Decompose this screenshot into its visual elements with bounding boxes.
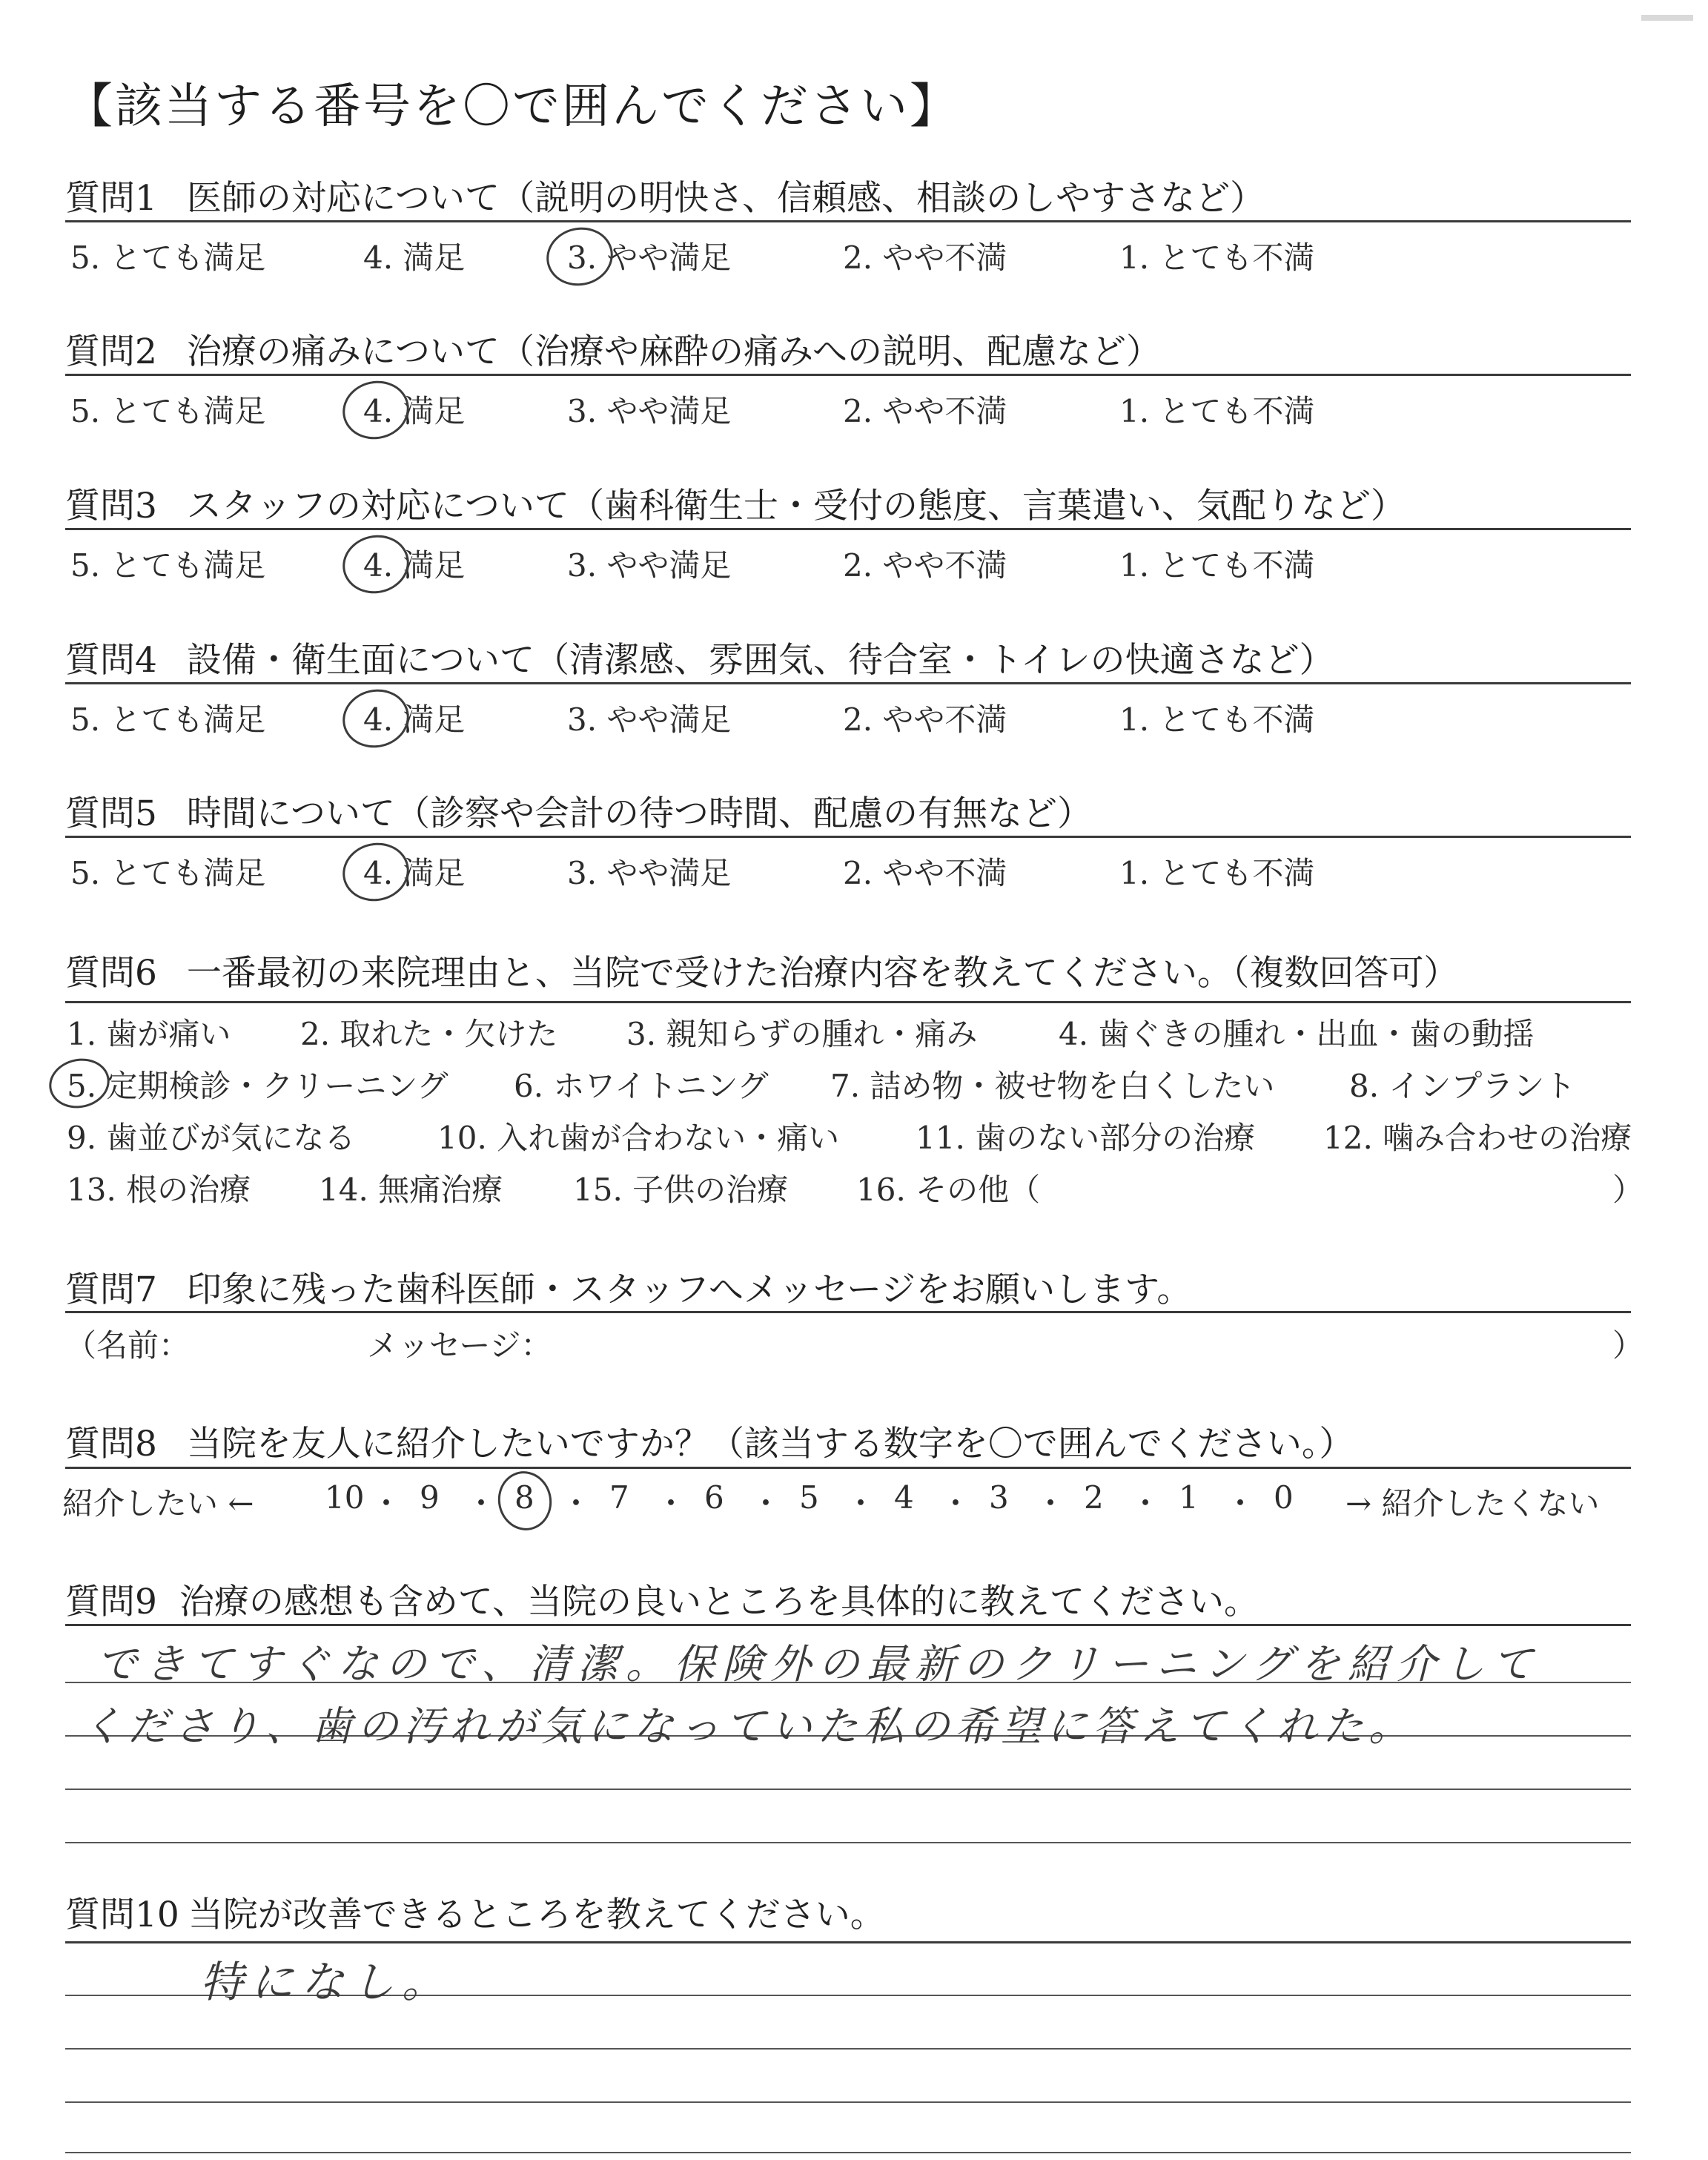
- q9-text: 治療の感想も含めて、当院の良いところを具体的に教えてください。: [179, 1582, 1259, 1622]
- q1-option-1[interactable]: 1. とても不満: [1119, 240, 1315, 276]
- scan-artifact: [1641, 15, 1693, 21]
- q6-option[interactable]: 15. 子供の治療: [573, 1172, 789, 1208]
- q7-message-label: メッセージ：: [367, 1327, 552, 1364]
- q8-scale-separator: ・: [845, 1485, 877, 1522]
- q5-rule: [65, 836, 1631, 838]
- q10-text: 当院が改善できるところを教えてください。: [188, 1895, 885, 1935]
- q5-option-1[interactable]: 1. とても不満: [1119, 855, 1315, 891]
- q10-rule: [65, 1941, 1631, 1943]
- q9-rule: [65, 1624, 1631, 1626]
- q8-scale-value[interactable]: 1: [1179, 1479, 1199, 1516]
- q4-option-1[interactable]: 1. とても不満: [1119, 701, 1315, 738]
- q8-label: 質問8: [65, 1424, 157, 1464]
- q2-label: 質問2: [65, 331, 157, 372]
- q6-title: [65, 945, 1458, 995]
- q3-option-2[interactable]: 2. やや不満: [843, 547, 1007, 584]
- q8-scale-value[interactable]: 0: [1274, 1479, 1294, 1516]
- q4-answer-circle: [337, 683, 414, 753]
- q8-scale-value[interactable]: 5: [799, 1479, 819, 1516]
- q4-option-3[interactable]: 3. やや満足: [567, 701, 732, 738]
- q4-label: 質問4: [65, 640, 157, 681]
- q10-label: 質問10: [65, 1895, 179, 1935]
- q8-scale-value[interactable]: 6: [704, 1479, 724, 1516]
- page-title: 【該当する番号を〇で囲んでください】: [65, 79, 959, 134]
- q5-option-2[interactable]: 2. やや不満: [843, 855, 1007, 891]
- q6-option[interactable]: 12. 噛み合わせの治療: [1323, 1120, 1632, 1156]
- q3-text: スタッフの対応について（歯科衛生士・受付の態度、言葉遣い、気配りなど）: [186, 486, 1406, 526]
- q6-rule: [65, 1001, 1631, 1003]
- q3-option-5[interactable]: 5. とても満足: [70, 547, 266, 584]
- q6-option[interactable]: 13. 根の治療: [67, 1172, 251, 1208]
- q8-scale-value[interactable]: 9: [420, 1479, 440, 1516]
- q1-text: 医師の対応について（説明の明快さ、信頼感、相談のしやすさなど）: [186, 178, 1265, 219]
- q8-scale-value[interactable]: 4: [894, 1479, 914, 1516]
- q3-option-1[interactable]: 1. とても不満: [1119, 547, 1315, 584]
- q5-title: [65, 786, 1092, 836]
- q1-option-4[interactable]: 4. 満足: [363, 240, 466, 276]
- q8-scale-value[interactable]: 3: [989, 1479, 1009, 1516]
- q5-option-4[interactable]: 4. 満足: [363, 855, 466, 891]
- q6-option[interactable]: 14. 無痛治療: [319, 1172, 503, 1208]
- q9-answer-line: [65, 1842, 1631, 1843]
- q8-answer-circle: [492, 1466, 557, 1535]
- q2-text: 治療の痛みについて（治療や麻酔の痛みへの説明、配慮など）: [186, 331, 1162, 372]
- q2-option-1[interactable]: 1. とても不満: [1119, 393, 1315, 429]
- q3-answer-circle: [337, 529, 414, 599]
- q8-scale-separator: ・: [1130, 1485, 1162, 1522]
- q8-right-label: → 紹介したくない: [1345, 1485, 1600, 1522]
- q10-answer-line: [65, 2101, 1631, 2103]
- q9-handwritten-line-2: くださり、歯の汚れが気になっていた私の希望に答えてくれた。: [82, 1702, 1415, 1750]
- q9-answer-line: [65, 1789, 1631, 1790]
- q6-option[interactable]: 6. ホワイトニング: [514, 1068, 769, 1104]
- q1-title: [65, 171, 1265, 220]
- q7-label: 質問7: [65, 1269, 157, 1310]
- q10-handwritten-answer: 特になし。: [200, 1957, 453, 2007]
- q5-option-5[interactable]: 5. とても満足: [70, 855, 266, 891]
- q9-label: 質問9: [65, 1582, 157, 1622]
- q7-text: 印象に残った歯科医師・スタッフへメッセージをお願いします。: [186, 1269, 1192, 1310]
- q3-option-4[interactable]: 4. 満足: [363, 547, 466, 584]
- q6-option[interactable]: 2. 取れた・欠けた: [300, 1016, 558, 1052]
- q6-option[interactable]: 9. 歯並びが気になる: [67, 1120, 356, 1156]
- q8-scale-value[interactable]: 8: [514, 1479, 534, 1516]
- q10-answer-line: [65, 2152, 1631, 2153]
- q8-scale-separator: ・: [1225, 1485, 1257, 1522]
- q6-option[interactable]: 8. インプラント: [1349, 1068, 1576, 1104]
- q1-option-2[interactable]: 2. やや不満: [843, 240, 1007, 276]
- q1-rule: [65, 220, 1631, 222]
- q6-option[interactable]: 4. 歯ぐきの腫れ・出血・歯の動揺: [1059, 1016, 1535, 1052]
- q6-close-paren: ）: [1612, 1172, 1644, 1208]
- q8-scale-separator: ・: [371, 1485, 403, 1522]
- q4-rule: [65, 682, 1631, 684]
- q2-rule: [65, 374, 1631, 376]
- q5-option-3[interactable]: 3. やや満足: [567, 855, 732, 891]
- q4-option-5[interactable]: 5. とても満足: [70, 701, 266, 738]
- q4-text: 設備・衛生面について（清潔感、雰囲気、待合室・トイレの快適さなど）: [186, 640, 1334, 681]
- q5-answer-circle: [337, 836, 414, 907]
- q1-answer-circle: [541, 221, 618, 291]
- q10-title: [65, 1887, 885, 1937]
- q6-option[interactable]: 11. 歯のない部分の治療: [916, 1120, 1256, 1156]
- q7-close-paren: ）: [1612, 1327, 1644, 1364]
- q3-rule: [65, 528, 1631, 530]
- q6-text: 一番最初の来院理由と、当院で受けた治療内容を教えてください。（複数回答可）: [186, 953, 1459, 994]
- q2-option-4[interactable]: 4. 満足: [363, 393, 466, 429]
- q8-scale-separator: ・: [1035, 1485, 1067, 1522]
- q8-title: [65, 1416, 1354, 1466]
- q4-title: [65, 633, 1334, 682]
- q8-scale-separator: ・: [466, 1485, 497, 1522]
- q8-rule: [65, 1467, 1631, 1469]
- q6-option[interactable]: 16. その他（: [856, 1172, 1041, 1208]
- q2-answer-circle: [337, 374, 414, 445]
- q8-scale-value[interactable]: 10: [325, 1479, 365, 1516]
- q8-scale-separator: ・: [750, 1485, 782, 1522]
- q2-option-5[interactable]: 5. とても満足: [70, 393, 266, 429]
- q6-option[interactable]: 5. 定期検診・クリーニング: [67, 1068, 448, 1104]
- q9-title: [65, 1574, 1259, 1624]
- q2-option-3[interactable]: 3. やや満足: [567, 393, 732, 429]
- q6-option[interactable]: 1. 歯が痛い: [67, 1016, 231, 1052]
- q2-title: [65, 324, 1161, 374]
- q6-option[interactable]: 3. 親知らずの腫れ・痛み: [626, 1016, 978, 1052]
- q8-scale-separator: ・: [560, 1485, 592, 1522]
- q8-left-label: 紹介したい ←: [62, 1485, 254, 1522]
- q3-label: 質問3: [65, 486, 157, 526]
- q8-scale-separator: ・: [655, 1485, 687, 1522]
- q6-label: 質問6: [65, 953, 157, 994]
- q8-text: 当院を友人に紹介したいですか？（該当する数字を〇で囲んでください。）: [186, 1424, 1354, 1464]
- q4-option-2[interactable]: 2. やや不満: [843, 701, 1007, 738]
- q6-option[interactable]: 10. 入れ歯が合わない・痛い: [437, 1120, 840, 1156]
- q6-option[interactable]: 7. 詰め物・被せ物を白くしたい: [830, 1068, 1275, 1104]
- q9-handwritten-line-1: できてすぐなので、清潔。保険外の最新のクリーニングを紹介して: [96, 1640, 1540, 1688]
- q5-text: 時間について（診察や会計の待つ時間、配慮の有無など）: [186, 793, 1092, 834]
- q3-title: [65, 478, 1406, 528]
- q5-label: 質問5: [65, 793, 157, 834]
- q10-answer-line: [65, 2048, 1631, 2050]
- q3-option-3[interactable]: 3. やや満足: [567, 547, 732, 584]
- q7-rule: [65, 1311, 1631, 1313]
- q1-label: 質問1: [65, 178, 157, 219]
- q1-option-3[interactable]: 3. やや満足: [567, 240, 732, 276]
- q8-scale-value[interactable]: 7: [609, 1479, 629, 1516]
- q8-scale-value[interactable]: 2: [1084, 1479, 1104, 1516]
- q4-option-4[interactable]: 4. 満足: [363, 701, 466, 738]
- q7-title: [65, 1262, 1191, 1312]
- q1-option-5[interactable]: 5. とても満足: [70, 240, 266, 276]
- q7-name-label: （名前：: [65, 1327, 191, 1364]
- q2-option-2[interactable]: 2. やや不満: [843, 393, 1007, 429]
- q8-scale-separator: ・: [940, 1485, 972, 1522]
